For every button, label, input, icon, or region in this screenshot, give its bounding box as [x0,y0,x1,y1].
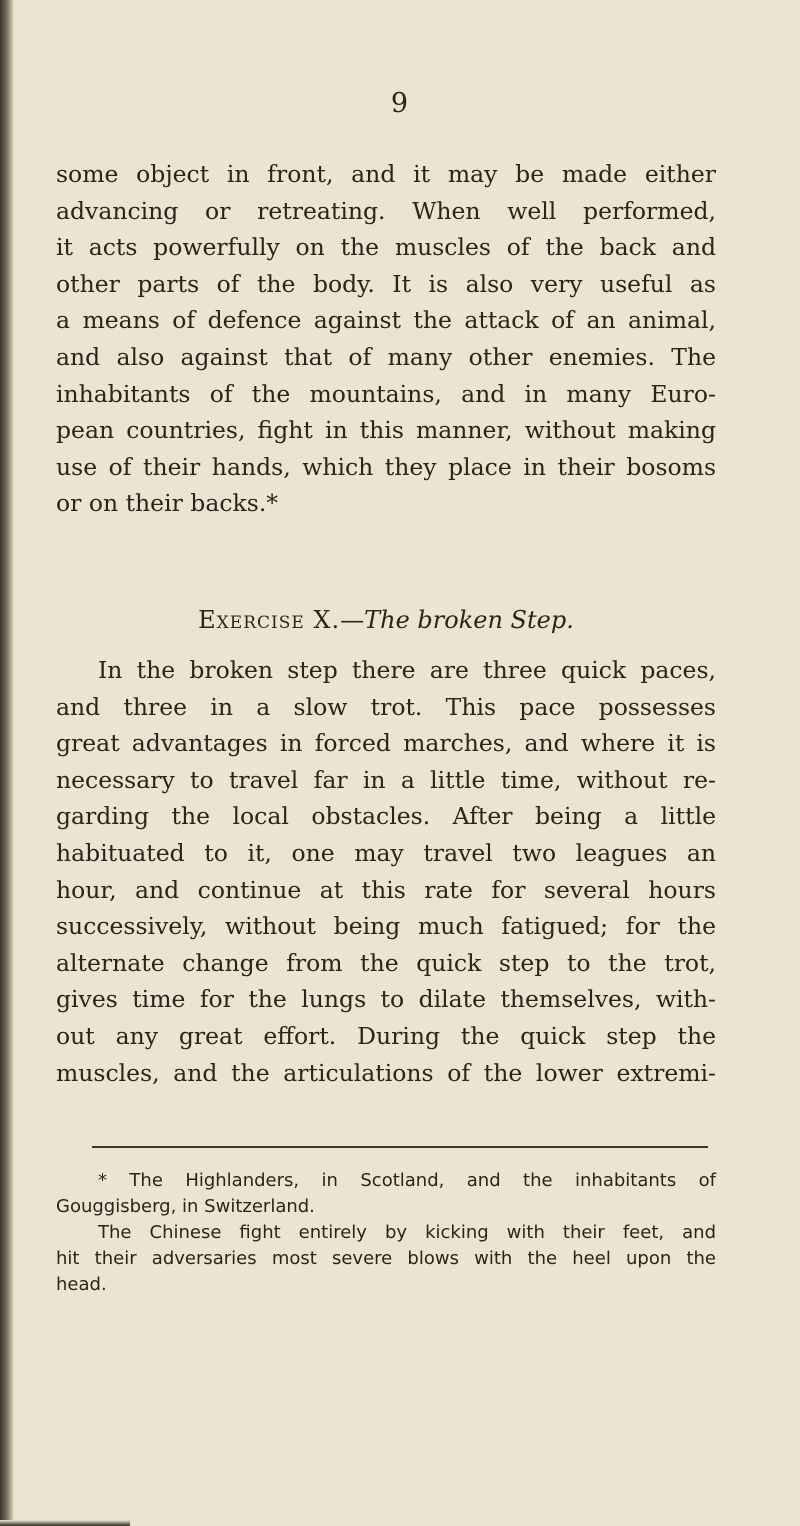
text-line: and also against that of many other enemies. The [56,342,716,371]
paragraph-continued [56,156,716,522]
text-line: advancing or retreating. When well performed, [56,196,716,225]
heading-dash: — [340,606,365,634]
text-line: use of their hands, which they place in their bosoms [56,452,716,481]
footnote-line: * The Highlanders, in Scotland, and the inhabitants of [98,1170,716,1191]
text-line: it acts powerfully on the muscles of the back and [56,233,716,262]
text-line: out any great effort. During the quick step the [56,1021,716,1050]
exercise-label: Exercise X. [198,606,341,634]
footnote-line: head. [56,1274,107,1295]
book-binding-shadow [0,0,14,1526]
text-line: pean countries, fight in this manner, without making [56,416,716,445]
page-edge-shadow [0,1520,130,1526]
footnote-line: hit their adversaries most severe blows with the heel upon the [56,1248,716,1269]
footnote-rule [92,1146,708,1148]
text-line: and three in a slow trot. This pace possesses [56,692,716,721]
text-line: garding the local obstacles. After being a little [56,802,716,831]
text-line: inhabitants of the mountains, and in many Euro- [56,379,716,408]
text-line: a means of defence against the attack of an animal, [56,306,716,335]
footnote-line: Gouggisberg, in Switzerland. [56,1196,315,1217]
text-line: other parts of the body. It is also very useful as [56,269,716,298]
text-line: successively, without being much fatigued; for the [56,912,716,941]
text-line: In the broken step there are three quick paces, [98,656,716,684]
footnote-line: The Chinese fight entirely by kicking with their feet, and [98,1222,716,1243]
text-line: necessary to travel far in a little time, without re- [56,765,716,794]
text-line: some object in front, and it may be made either [56,160,716,188]
text-line: gives time for the lungs to dilate themselves, with- [56,985,716,1014]
text-line: hour, and continue at this rate for several hours [56,875,716,904]
section-heading [56,606,716,634]
paragraph-broken-step [56,652,716,1091]
text-line: great advantages in forced marches, and where it is [56,729,716,758]
text-line: or on their backs.* [56,489,279,518]
text-line: alternate change from the quick step to the trot, [56,948,716,977]
page-number: 9 [390,88,410,119]
footnote [56,1168,716,1298]
text-line: muscles, and the articulations of the lower extremi- [56,1058,716,1087]
exercise-title: The broken Step. [364,606,574,634]
text-line: habituated to it, one may travel two leagues an [56,838,716,867]
